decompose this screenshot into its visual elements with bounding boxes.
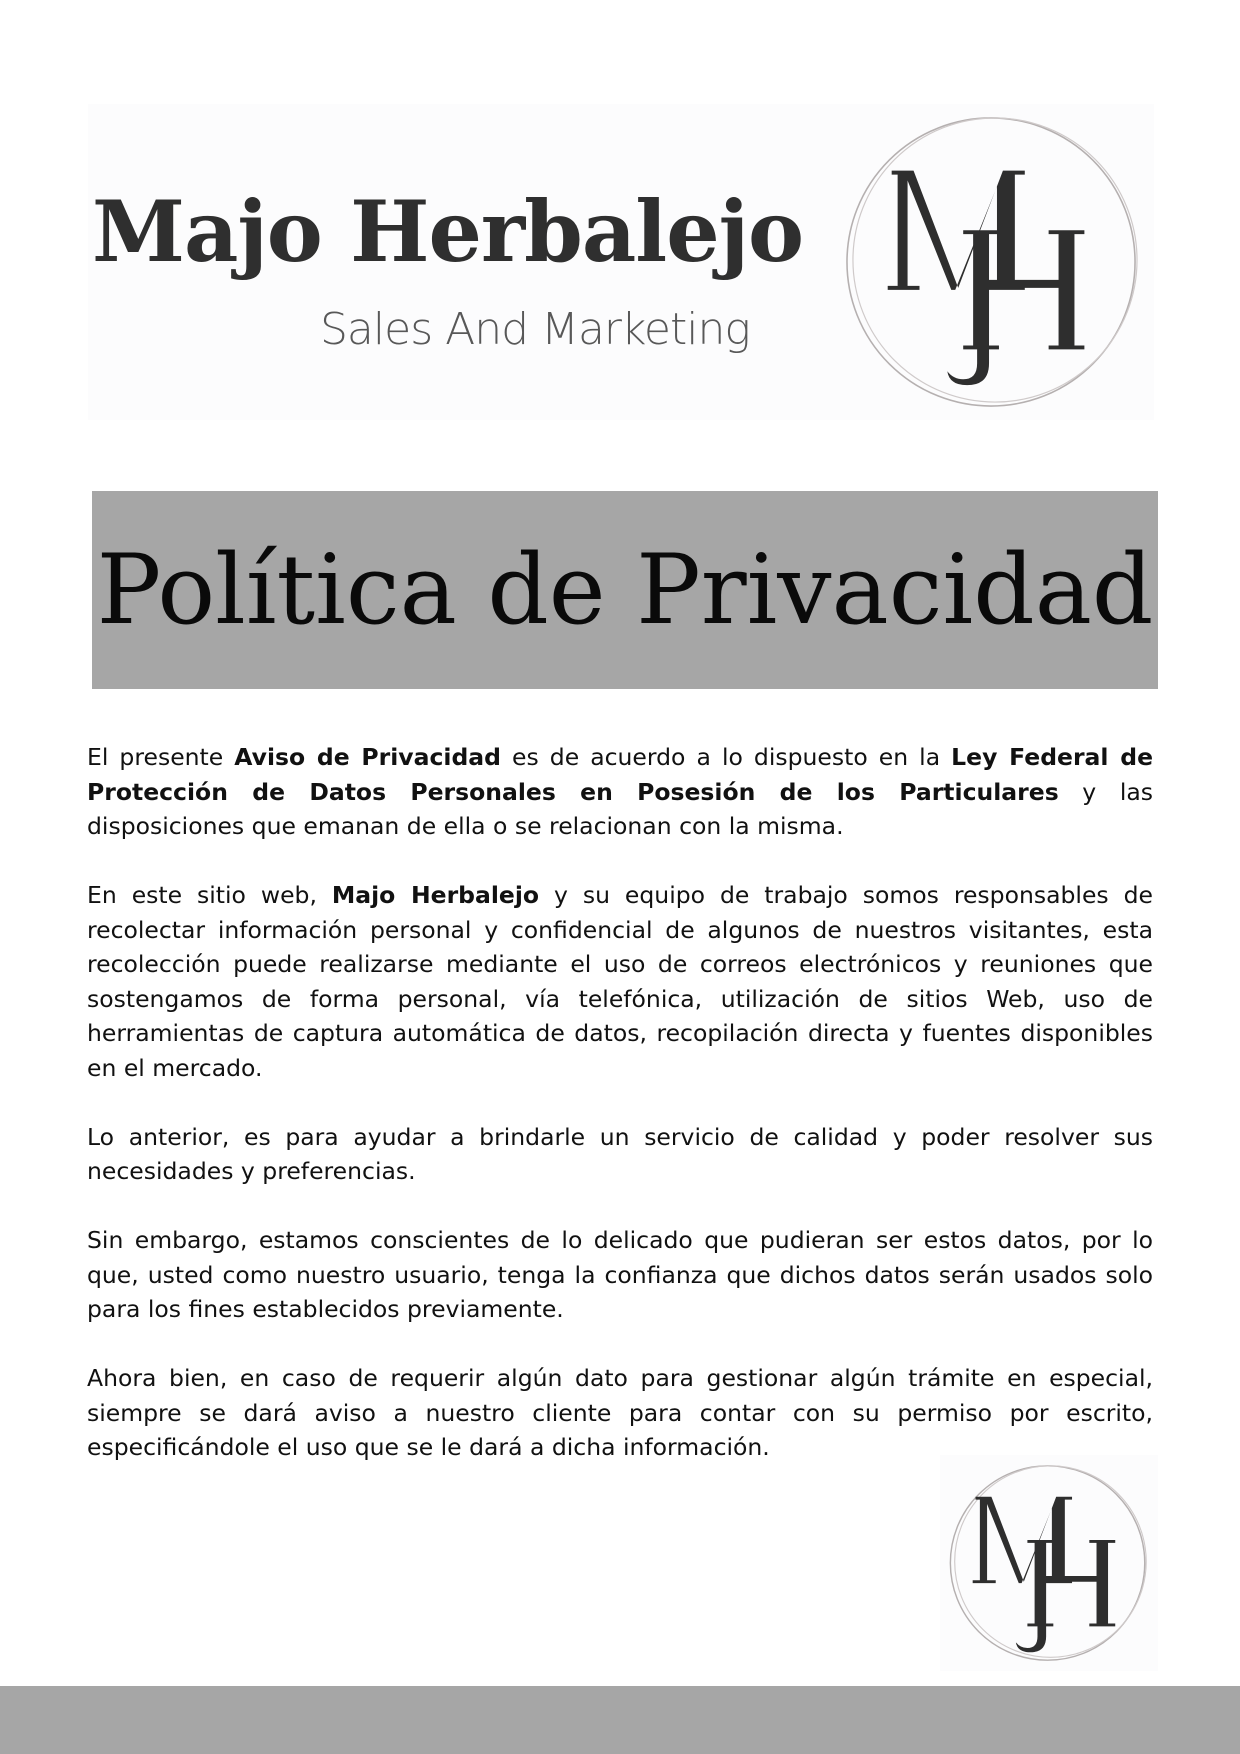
brand-name: Majo Herbalejo <box>92 182 804 281</box>
policy-content <box>87 740 1153 1499</box>
footer-band <box>0 1686 1240 1754</box>
footer-logo <box>940 1455 1158 1671</box>
brand-tagline: Sales And Marketing <box>320 304 750 355</box>
paragraph-1-bold-b: Ley Federal de Protección de Datos Personales en Posesión de los Particulares <box>87 743 1154 806</box>
paragraph-1 <box>87 740 1153 844</box>
title-band <box>92 491 1158 689</box>
paragraph-4: Sin embargo, estamos conscientes de lo delicado que pudieran ser estos datos, por lo que, usted como nuestro usuario, tenga la confianza que dichos datos serán usados solo para los fines establecidos previamente. <box>87 1226 1153 1323</box>
paragraph-3: Lo anterior, es para ayudar a brindarle un servicio de calidad y poder resolver sus necesidades y preferencias. <box>87 1122 1153 1185</box>
mh-monogram-small-logo <box>940 1455 1158 1671</box>
paragraph-2-text-a: En este sitio web, <box>87 881 332 909</box>
paragraph-1-text-a: El presente <box>87 743 235 771</box>
paragraph-5: Ahora bien, en caso de requerir algún dato para gestionar algún trámite en especial, siempre se dará aviso a nuestro cliente para contar con su permiso por escrito, especificándole el uso que se le dará a dicha información. <box>87 1364 1153 1461</box>
header-logo <box>88 104 1154 420</box>
paragraph-1-text-c: y las disposiciones que emanan de ella o se relacionan con la misma. <box>87 777 1153 840</box>
paragraph-1-bold-a: Aviso de Privacidad <box>234 743 501 771</box>
paragraph-2-bold: Majo Herbalejo <box>331 881 540 909</box>
mh-monogram-logo <box>844 112 1142 412</box>
paragraph-2-text-b: y su equipo de trabajo somos responsables de recolectar información personal y confidencial de algunos de nuestros visitantes, esta recolección puede realizarse mediante el uso de correos electrónicos y reuniones que sostengamos de forma personal, vía telefónica, utilización de sitios Web, uso de herramientas de captura automática de datos, recopilación directa y fuentes disponibles en el mercado. <box>87 881 1153 1082</box>
page-title: Política de Privacidad <box>96 534 1154 646</box>
paragraph-1-text-b: es de acuerdo a lo dispuesto en la <box>500 743 952 771</box>
paragraph-2 <box>87 878 1153 1085</box>
